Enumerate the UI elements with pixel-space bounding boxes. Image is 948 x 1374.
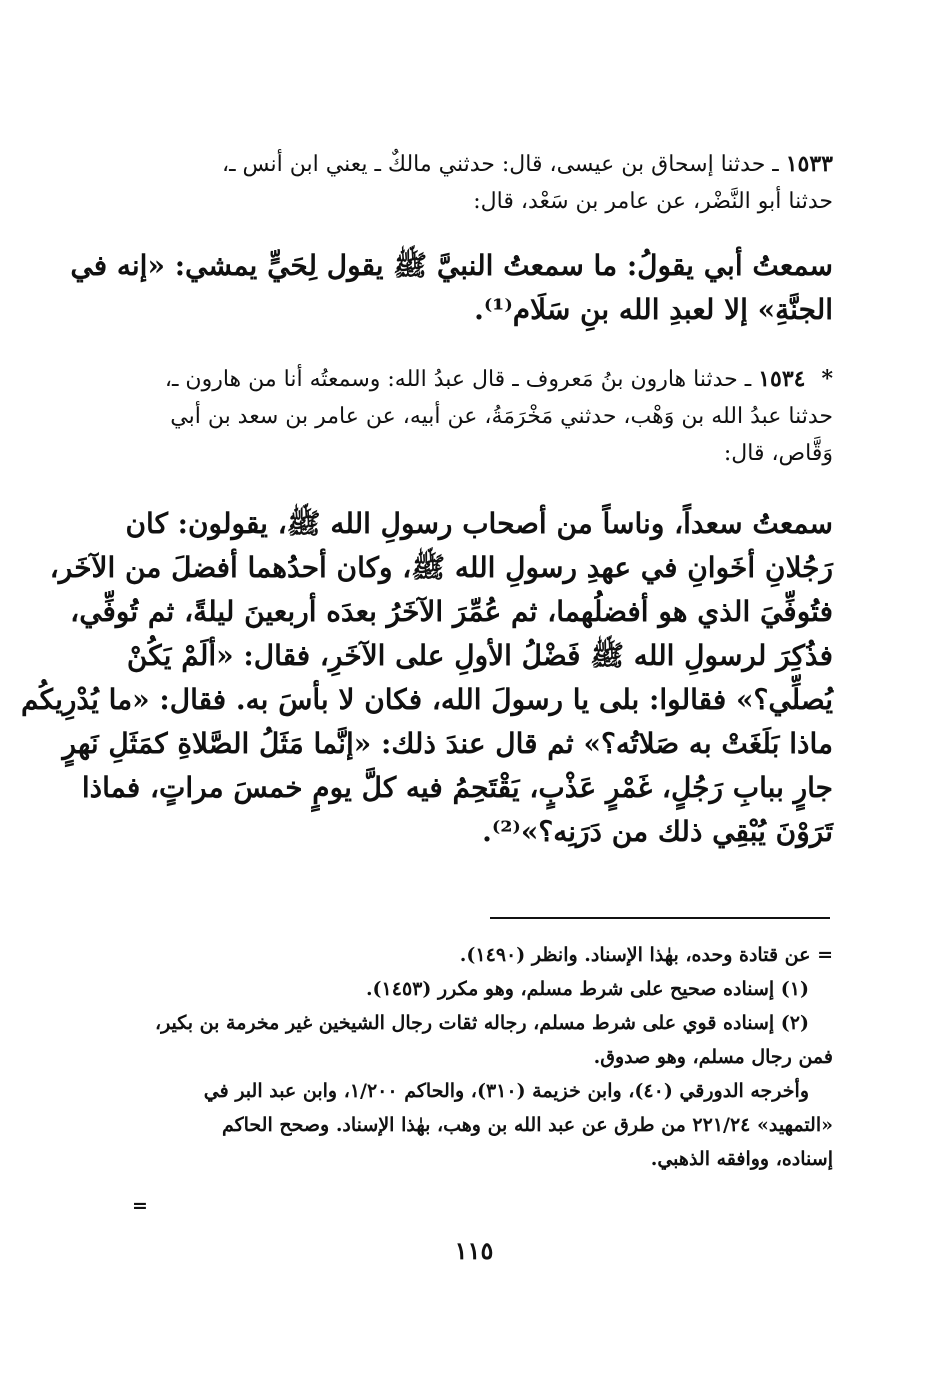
hadith-1533-text-line: الجنَّةِ» إلا لعبدِ الله بنِ سَلَام⁽¹⁾. xyxy=(474,293,833,326)
footnote-continues-mark: = xyxy=(132,1195,148,1217)
hadith-1534-text xyxy=(20,502,833,854)
hadith-1533-text-line: سمعتُ أبي يقولُ: ما سمعتُ النبيَّ ﷺ يقول لِحَيٍّ يمشي: «إنه في xyxy=(70,249,833,282)
hadith-1534-text-line: تَرَوْنَ يُبْقِي ذلك من دَرَنِه؟»⁽²⁾. xyxy=(482,815,833,848)
hadith-1534-text-line: سمعتُ سعداً، وناساً من أصحاب رسولِ الله ﷺ، يقولون: كان xyxy=(125,507,833,540)
footnotes xyxy=(120,938,833,1176)
hadith-1534-chain xyxy=(133,361,833,472)
footnote-2-line: (٢) إسناده قوي على شرط مسلم، رجاله ثقات رجال الشيخين غير مخرمة بن بكير، xyxy=(154,1012,809,1034)
hadith-number: ١٥٣٣ xyxy=(785,151,833,177)
hadith-number: ١٥٣٤ xyxy=(758,366,806,392)
hadith-1533-chain xyxy=(133,146,833,220)
hadith-1534-text-line: ماذا بَلَغَتْ به صَلاتُه؟» ثم قال عندَ ذلك: «إنَّما مَثَلُ الصَّلاةِ كمَثَلِ نَهرٍ xyxy=(62,727,833,760)
page-number: ١١٥ xyxy=(454,1236,494,1265)
hadith-1533-chain-line: حدثنا أبو النَّضْر، عن عامر بن سَعْد، قال: xyxy=(473,189,833,214)
hadith-1534-text-line: جارٍ ببابِ رَجُلٍ، غَمْرٍ عَذْبٍ، يَقْتَحِمُ فيه كلَّ يومٍ خمسَ مراتٍ، فماذا xyxy=(81,771,833,804)
footnote-2-line: إسناده، ووافقه الذهبي. xyxy=(650,1148,833,1170)
footnote-continuation: = عن قتادة وحده، بهٰذا الإسناد. وانظر (١٤٩٠). xyxy=(459,944,833,966)
hadith-marker: * xyxy=(821,366,833,392)
hadith-1534-chain-line: حدثنا عبدُ الله بن وَهْب، حدثني مَخْرَمَةُ، عن أبيه، عن عامر بن سعد بن أبي xyxy=(170,404,833,429)
hadith-1534-chain-line: *١٥٣٤ ـ حدثنا هارون بنُ مَعروف ـ قال عبدُ الله: وسمعتُه أنا من هارون ـ، xyxy=(164,366,833,392)
hadith-1533-text xyxy=(70,244,833,332)
footnote-2-line: «التمهيد» ٢٢١/٢٤ من طرق عن عبد الله بن وهب، بهٰذا الإسناد. وصحح الحاكم xyxy=(221,1114,833,1136)
hadith-1533-chain-line: ١٥٣٣ ـ حدثنا إسحاق بن عيسى، قال: حدثني مالكٌ ـ يعني ابن أنس ـ، xyxy=(221,151,833,177)
hadith-1534-text-line: يُصلِّي؟» فقالوا: بلى يا رسولَ الله، فكان لا بأسَ به. فقال: «ما يُدْرِيكُم xyxy=(20,683,833,716)
footnote-1: (١) إسناده صحيح على شرط مسلم، وهو مكرر (١٤٥٣). xyxy=(365,978,809,1000)
hadith-1534-text-line: رَجُلانِ أخَوانِ في عهدِ رسولِ الله ﷺ، وكان أحدُهما أفضلَ من الآخَر، xyxy=(49,551,833,584)
footnote-2-line: فمن رجال مسلم، وهو صدوق. xyxy=(593,1046,833,1068)
hadith-1534-chain-line: وَقَّاص، قال: xyxy=(723,441,833,466)
footnote-separator xyxy=(490,917,830,919)
hadith-1534-text-line: فذُكِرَ لرسولِ الله ﷺ فَضْلُ الأولِ على الآخَرِ، فقال: «ألَمْ يَكُنْ xyxy=(126,639,833,672)
footnote-2-line: وأخرجه الدورقي (٤٠)، وابن خزيمة (٣١٠)، والحاكم ١/٢٠٠، وابن عبد البر في xyxy=(203,1080,809,1102)
hadith-1534-text-line: فتُوفِّيَ الذي هو أفضلُهما، ثم عُمِّرَ الآخَرُ بعدَه أربعينَ ليلةً، ثم تُوفِّي، xyxy=(70,595,833,628)
